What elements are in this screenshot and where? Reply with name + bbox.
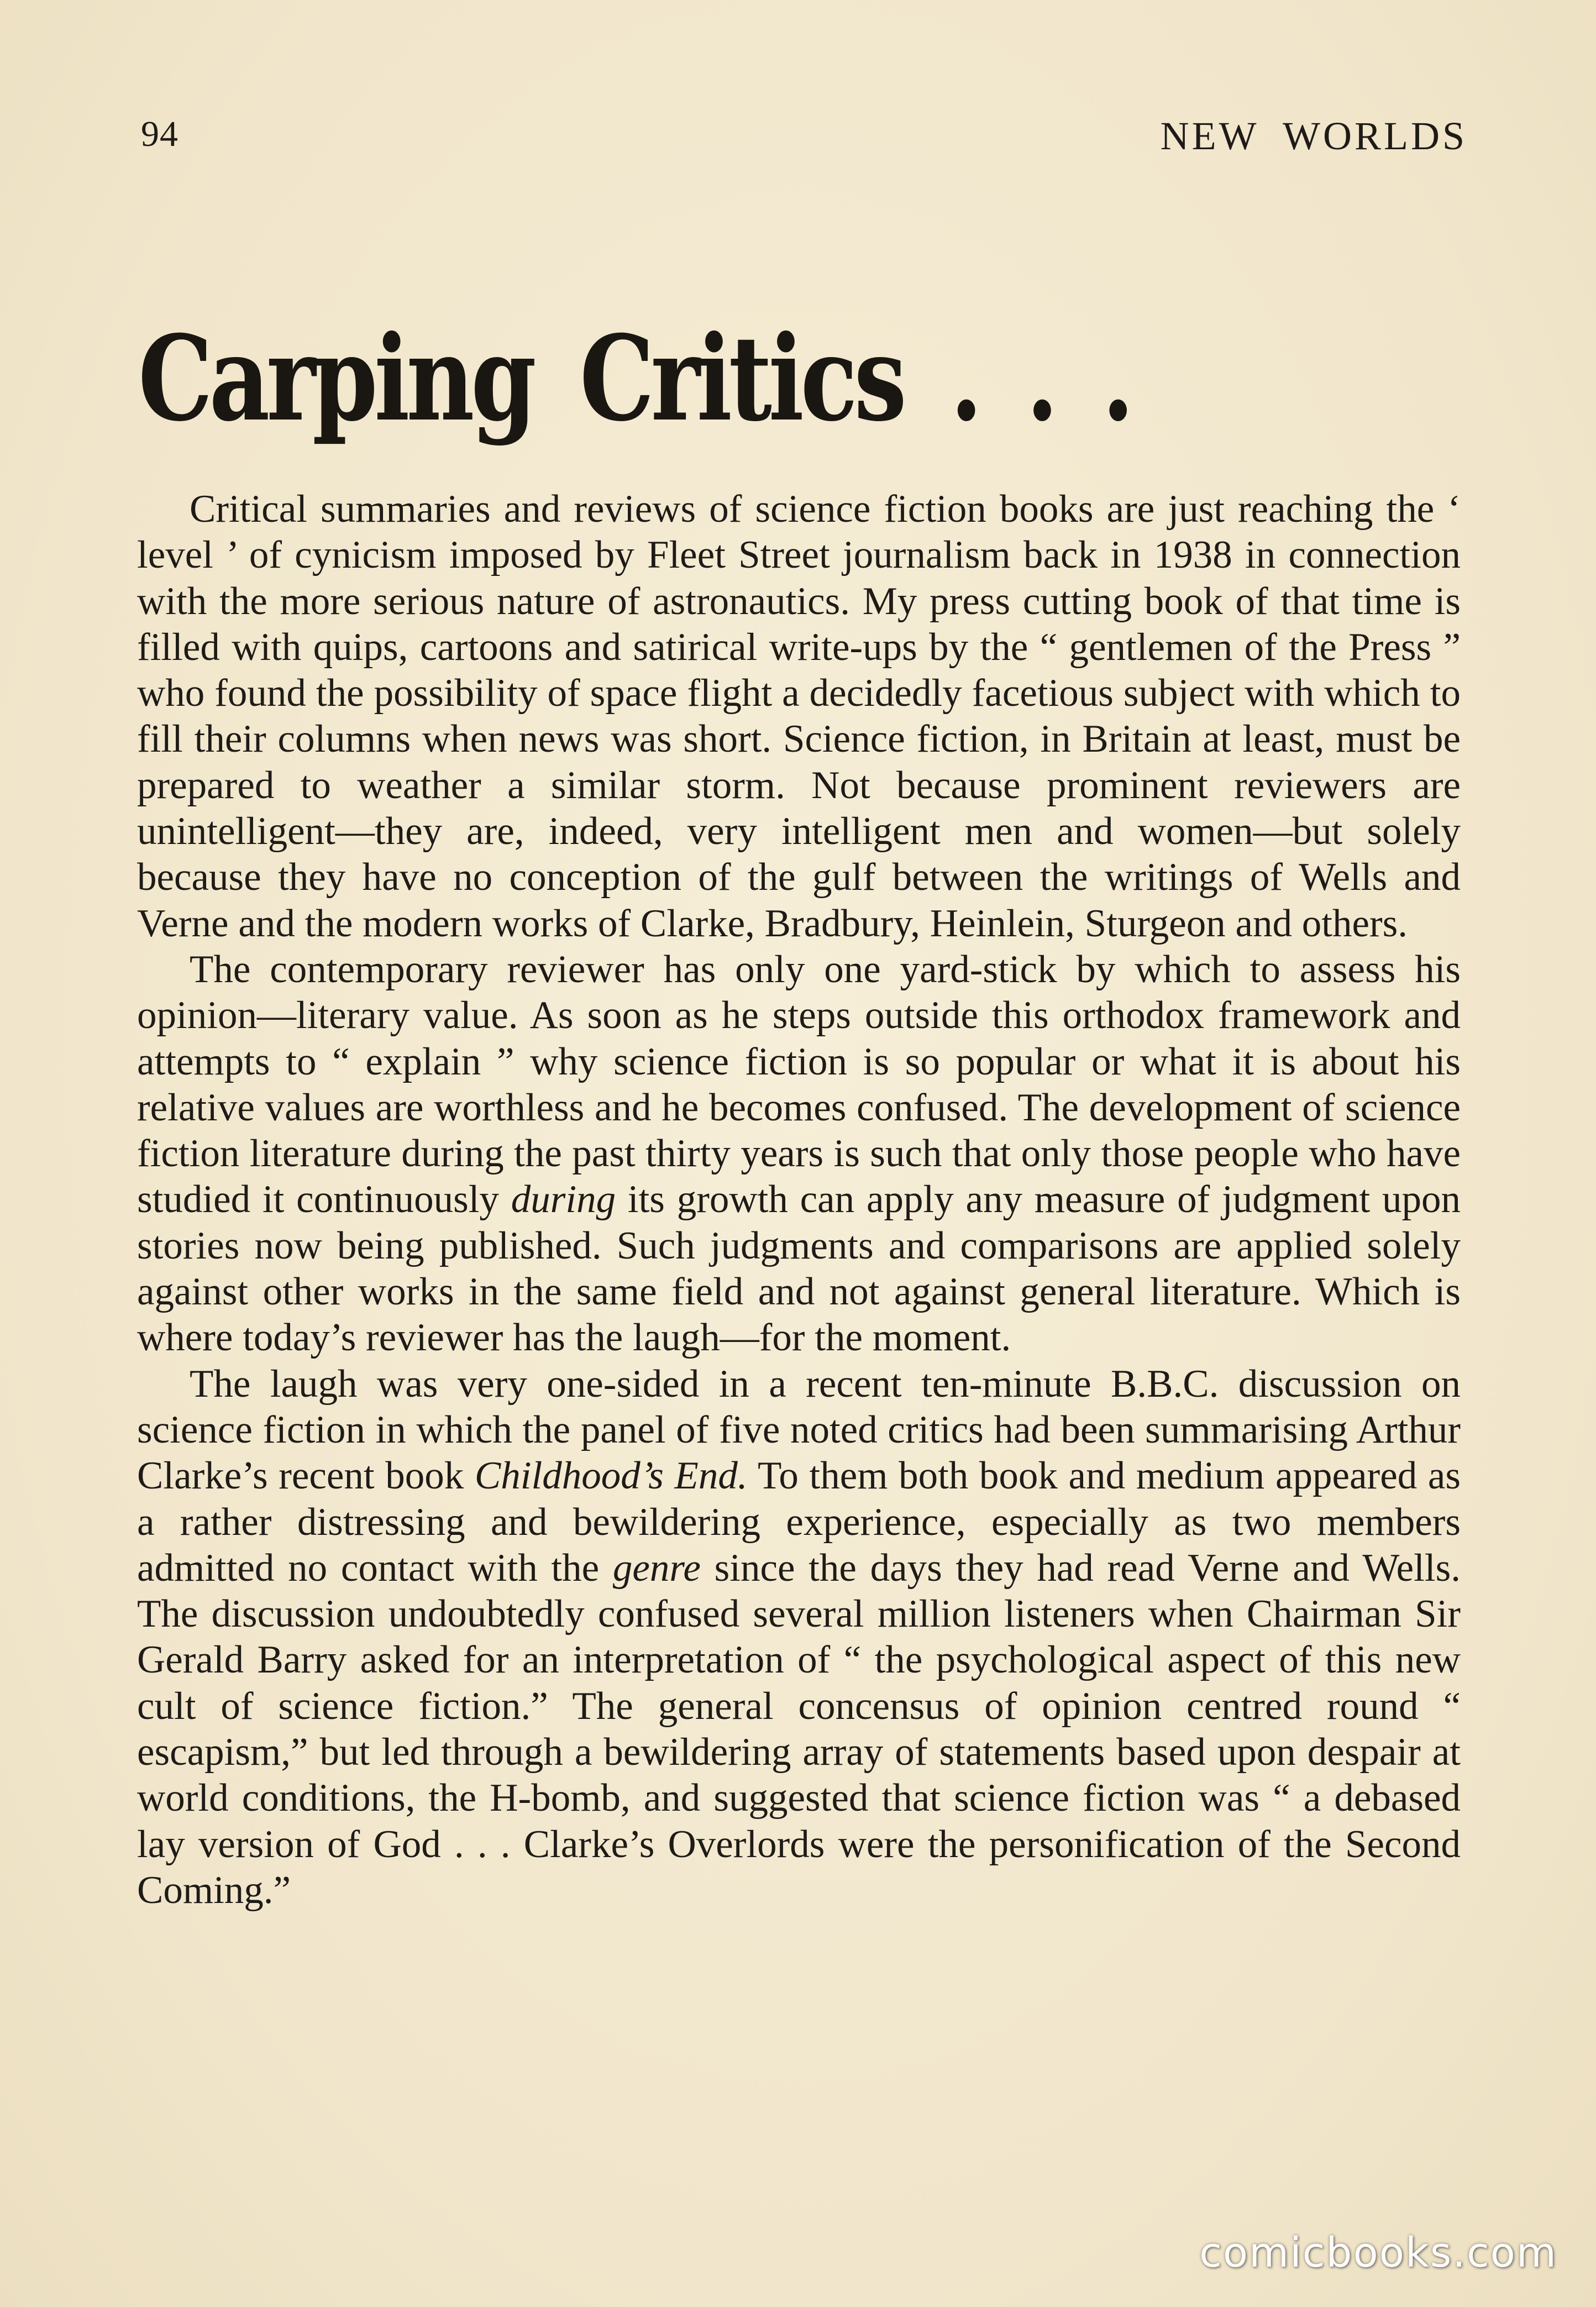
page-number: 94 xyxy=(141,114,179,154)
watermark: comicbooks.com xyxy=(1199,2229,1557,2277)
italic-text: during xyxy=(511,1178,616,1221)
article-paragraph xyxy=(137,1361,1461,1914)
article-body xyxy=(137,486,1461,1913)
italic-text: Childhood’s End. xyxy=(474,1454,748,1498)
article-paragraph xyxy=(137,486,1461,947)
running-head xyxy=(141,113,1467,163)
paragraph-text: To them both book and medium appeared as a rather distressing and bewildering experience, especially as two members admitted no contact with the xyxy=(137,1454,1461,1590)
article-title: Carping Critics . . . xyxy=(138,310,1131,447)
paragraph-text: The contemporary reviewer has only one yard-stick by which to assess his opinion—literary value. As soon as he steps outside this orthodox framework and attempts to “ explain ” why science fiction is so popular or what it is about his relative values are worthless and he becomes confused. The development of science fiction literature during the past thirty years is such that only those people who have studied it continuously xyxy=(137,947,1461,1221)
journal-title: NEW WORLDS xyxy=(1160,114,1467,158)
paragraph-text: The laugh was very one-sided in a recent ten-minute B.B.C. discussion on science fiction in which the panel of five noted critics had been summarising Arthur Clarke’s recent book xyxy=(137,1362,1461,1498)
italic-text: genre xyxy=(612,1546,701,1590)
paragraph-text: Critical summaries and reviews of science fiction books are just reaching the ‘ level ’ of cynicism imposed by Fleet Street journalism back in 1938 in connection with the more serious nature of astronautics. My press cutting book of that time is filled with quips, cartoons and satirical write-ups by the “ gentlemen of the Press ” who found the possibility of space flight a decidedly facetious subject with which to fill their columns when news was short. Science fiction, in Britain at least, must be prepared to weather a similar storm. Not because prominent reviewers are unintelligent—they are, indeed, very intelligent men and women—but solely because they have no conception of the gulf between the writings of Wells and Verne and the modern works of Clarke, Bradbury, Heinlein, Sturgeon and others. xyxy=(137,487,1461,945)
paragraph-text: since the days they had read Verne and Wells. The discussion undoubtedly confused several million listeners when Chairman Sir Gerald Barry asked for an interpretation of “ the psychological aspect of this new cult of science fiction.” The general concensus of opinion centred round “ escapism,” but led through a bewildering array of statements based upon despair at world conditions, the H-bomb, and suggested that science fiction was “ a debased lay version of God . . . Clarke’s Overlords were the personification of the Second Coming.” xyxy=(137,1546,1461,1912)
paragraph-text: its growth can apply any measure of judgment upon stories now being published. Such judgments and comparisons are applied solely against other works in the same field and not against general literature. Which is where today’s reviewer has the laugh—for the moment. xyxy=(137,1178,1461,1360)
article-paragraph xyxy=(137,947,1461,1361)
